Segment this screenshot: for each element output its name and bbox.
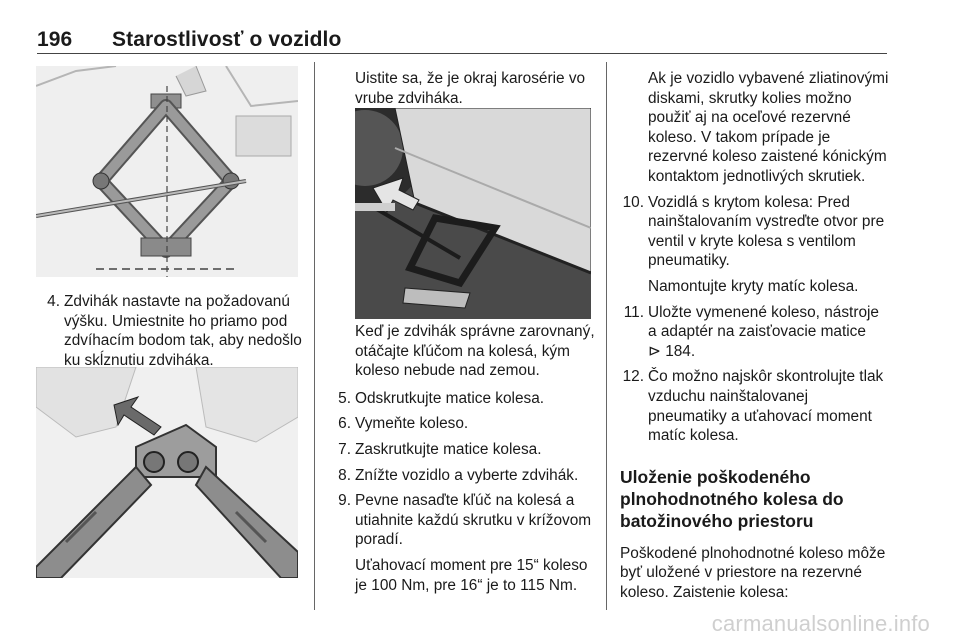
step-number: 12. [622,368,644,386]
paragraph: Keď je zdvihák správne zarovnaný, otáčajte kľúčom na kolesá, kým koleso nebude nad zemou. [355,323,595,380]
header-rule [37,53,887,54]
step-4 [36,292,302,370]
section-paragraph: Poškodené plnohodnotné koleso môže byť uložené v priestore na rezervné koleso. Zaistenie kolesa: [620,544,886,601]
step-12 [620,367,890,445]
column-2-body [327,322,595,595]
step-number: 6. [338,415,351,433]
step-10-note: Namontujte kryty matíc kolesa. [648,277,859,295]
page-reference-link[interactable]: 184. [665,342,696,360]
column-3 [620,69,890,602]
page-header [37,28,341,52]
step-text [648,303,890,362]
step-6 [327,414,595,434]
column-2 [327,69,595,108]
triangle-reference-icon: ⊳ [648,342,661,360]
page-title: Starostlivosť o vozidlo [112,28,342,51]
step-10 [620,193,890,271]
continued-paragraph: Ak je vozidlo vybavené zliatinovými diskami, skrutky kolies možno použiť aj na oceľové rezervné koleso. V takom prípade je rezervné koleso zaistené kónickým kontaktom jednotlivých skrutiek. [648,70,889,185]
column-divider-2 [606,62,607,610]
step-number: 9. [338,492,351,510]
column-divider-1 [314,62,315,610]
step-number: 5. [338,389,351,407]
step-number: 11. [623,303,644,321]
step-9 [327,491,595,550]
intro-paragraph: Uistite sa, že je okraj karosérie vo vrube zdviháka. [355,70,586,107]
step-number: 10. [622,193,644,211]
step-text: Znížte vozidlo a vyberte zdvihák. [355,466,579,484]
column-1 [36,292,302,370]
step-5 [327,389,595,409]
jack-closeup-illustration [36,367,298,578]
step-number: 7. [338,440,351,458]
step-number: 8. [338,466,351,484]
step-number: 4. [47,293,60,310]
step-text: Zdvihák nastavte na požadovanú výšku. Umiestnite ho priamo pod zdvíhacím bodom tak, aby nedošlo ku skĺznutiu zdviháka. [64,293,302,369]
step-text: Odskrutkujte matice kolesa. [355,389,545,407]
step-11 [620,303,890,362]
step-text: Pevne nasaďte kľúč na kolesá a utiahnite každú skrutku v krížovom poradí. [355,492,592,549]
step-text: Čo možno najskôr skontrolujte tlak vzduchu nainštalovanej pneumatiky a uťahovací moment matíc kolesa. [648,368,884,445]
step-11-text: Uložte vymenené koleso, nástroje a adaptér na zaisťovacie matice [648,303,879,341]
jack-under-vehicle-illustration [355,108,591,319]
step-9-note: Uťahovací moment pre 15“ koleso je 100 Nm, pre 16“ je to 115 Nm. [355,556,588,594]
step-text: Vozidlá s krytom kolesa: Pred nainštalovaním vystreďte otvor pre ventil v kryte kolesa s ventilom pneumatiky. [648,193,885,270]
section-heading: Uloženie poškodeného plnohodnotného kolesa do batožinového priestoru [620,466,844,531]
step-7 [327,440,595,460]
step-text: Vymeňte koleso. [355,415,469,433]
step-8 [327,466,595,486]
step-text: Zaskrutkujte matice kolesa. [355,440,542,458]
jack-front-view-illustration [36,66,298,277]
page-number: 196 [37,28,73,51]
watermark: carmanualsonline.info [711,611,930,636]
